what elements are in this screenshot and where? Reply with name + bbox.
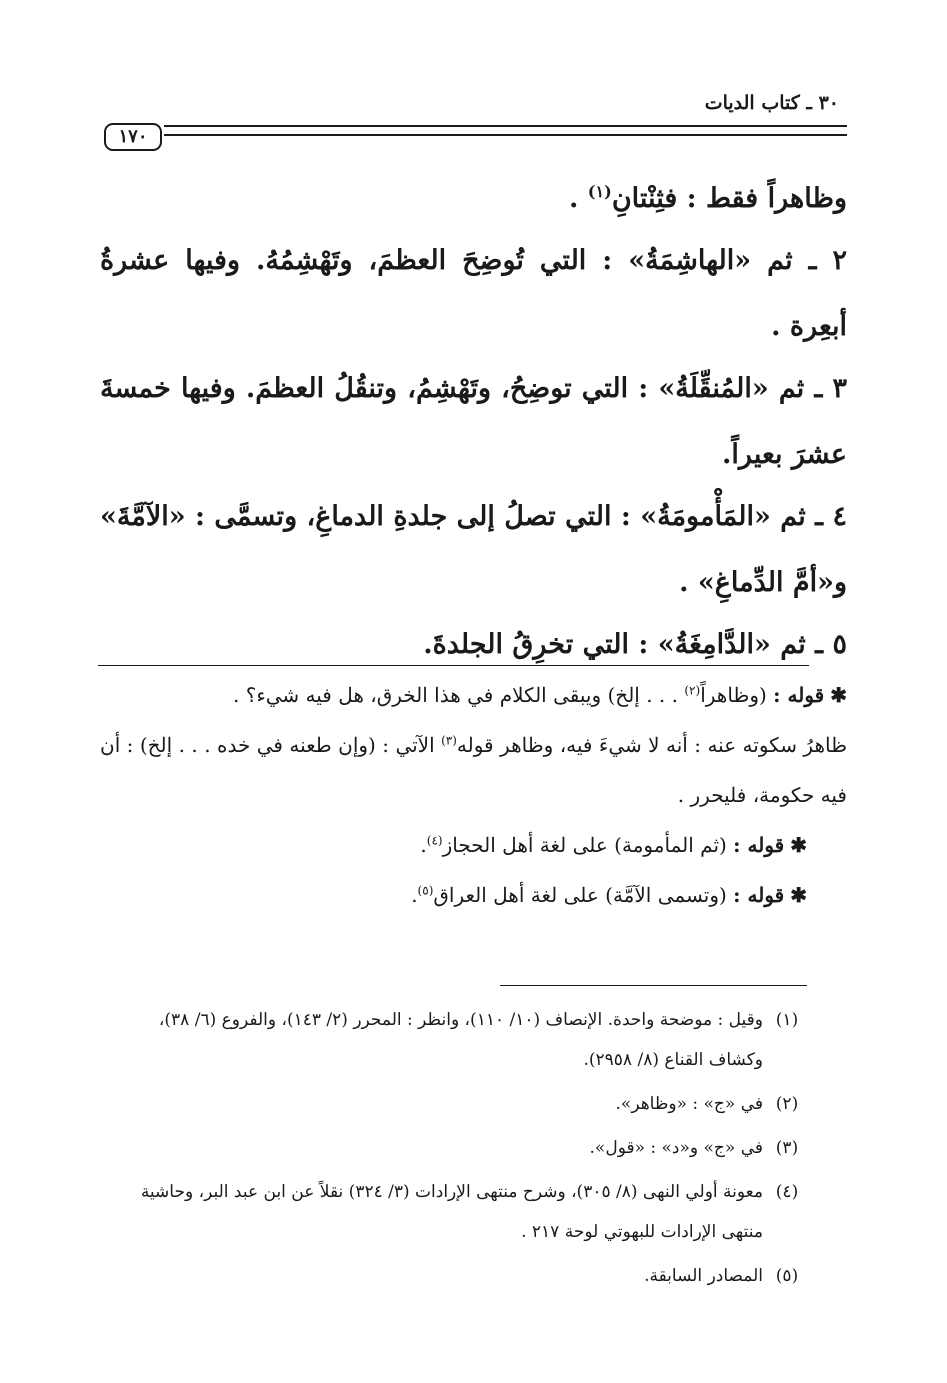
footnote-number: (٢) [775, 1094, 799, 1114]
commentary-item-2: ✱قوله : (ثم المأمومة) على لغة أهل الحجاز$^{(٤)}$. [420, 833, 807, 857]
footnote-text: المصادر السابقة. [644, 1266, 763, 1286]
footnote-1 [100, 1000, 807, 1080]
footnote-ref-1[interactable]: (١) [587, 182, 612, 201]
asterisk-icon: ✱ [790, 883, 807, 907]
footnote-2 [100, 1084, 807, 1124]
commentary-item-1: ✱قوله : (وظاهراً$^{(٢)}$ . . . إلخ) ويبقى الكلام في هذا الخرق، هل فيه شيء؟ . [233, 683, 847, 707]
footnote-3 [100, 1128, 807, 1168]
asterisk-icon: ✱ [830, 683, 847, 707]
footnotes [100, 1000, 807, 1300]
paragraph-4: ٤ ـ ثم «المَأْمومَةُ» : التي تصلُ إلى جلدةِ الدماغِ، وتسمَّى : «الآمَّةَ» و«أمَّ الدِّماغِ» . [100, 501, 847, 598]
header-rule-bottom [164, 134, 847, 136]
paragraph-1: وظاهراً فقط : فثِنْتانِ$^{(١)}$ . [568, 182, 847, 214]
footnote-ref-5[interactable]: (٥) [417, 883, 434, 898]
footnote-text: في «ج» و«د» : «قول». [589, 1138, 763, 1158]
paragraph-3: ٣ ـ ثم «المُنقِّلَةُ» : التي توضِحُ، وتَهْشِمُ، وتنقُلُ العظمَ. وفيها خمسةَ عشرَ بعيراً. [100, 373, 847, 470]
commentary [100, 670, 847, 920]
header-rule-top [164, 125, 847, 127]
footnote-number: (٤) [775, 1182, 799, 1202]
footnote-number: (٣) [775, 1138, 799, 1158]
paragraph-2: ٢ ـ ثم «الهاشِمَةُ» : التي تُوضِحَ العظمَ، وتَهْشِمُهُ. وفيها عشرةُ أبعِرة . [100, 245, 847, 342]
footnote-ref-2[interactable]: (٢) [684, 683, 701, 698]
footnote-divider [500, 985, 807, 986]
footnote-ref-3[interactable]: (٣) [441, 733, 457, 748]
footnote-text: وقيل : موضحة واحدة. الإنصاف (١٠/ ١١٠)، وانظر : المحرر (٢/ ١٤٣)، والفروع (٦/ ٣٨)، وكشاف القناع (٨/ ٢٩٥٨). [158, 1010, 763, 1070]
footnote-text: في «ج» : «وظاهر». [615, 1094, 763, 1114]
asterisk-icon: ✱ [790, 833, 807, 857]
commentary-item-3: ✱قوله : (وتسمى الآمَّة) على لغة أهل العراق$^{(٥)}$. [411, 883, 807, 907]
footnote-4 [100, 1172, 807, 1252]
footnote-number: (٥) [775, 1266, 799, 1286]
footnote-ref-4[interactable]: (٤) [426, 833, 443, 848]
footnote-number: (١) [775, 1010, 799, 1030]
main-text [100, 166, 847, 678]
chapter-title: ٣٠ ـ كتاب الديات [704, 92, 839, 114]
footnote-5 [100, 1256, 807, 1296]
page-number: ١٧٠ [104, 123, 162, 151]
footnote-text: معونة أولي النهى (٨/ ٣٠٥)، وشرح منتهى الإرادات (٣/ ٣٢٤) نقلاً عن ابن عبد البر، وحاشية منتهى الإرادات للبهوتي لوحة ٢١٧ . [140, 1182, 763, 1242]
commentary-divider [98, 665, 809, 666]
paragraph-5: ٥ ـ ثم «الدَّامِغَةُ» : التي تخرِقُ الجلدةَ. [423, 629, 847, 660]
commentary-item-1-explanation: ظاهرُ سكوته عنه : أنه لا شيءَ فيه، وظاهر قوله$^{(٣)}$ الآتي : (وإن طعنه في خده . . . إلخ) : أن فيه حكومة، فليحرر . [100, 733, 848, 807]
